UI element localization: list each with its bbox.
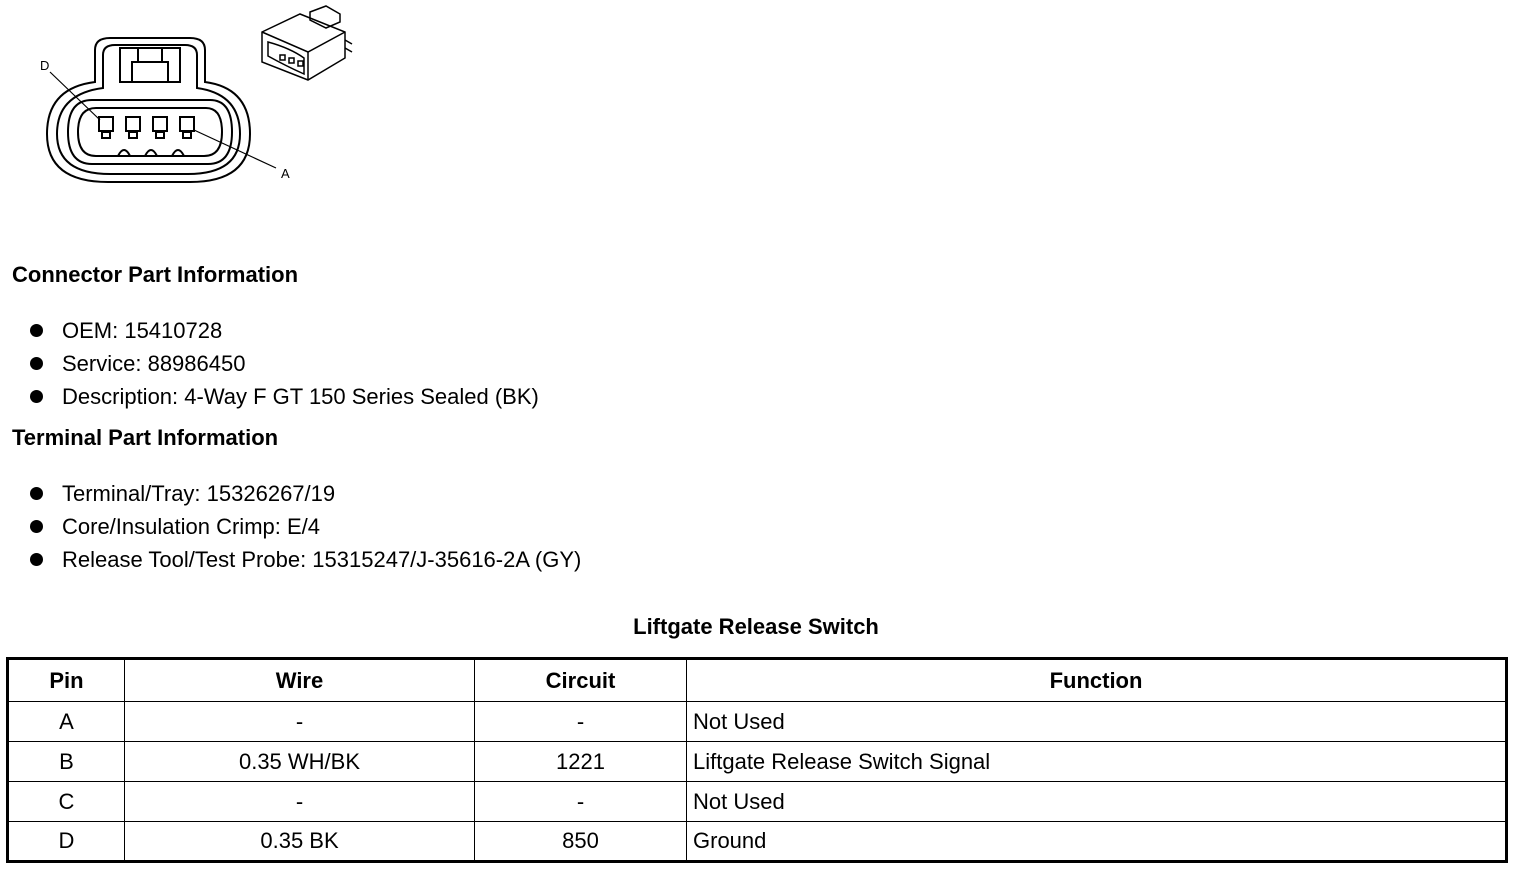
- cell-wire: 0.35 WH/BK: [125, 742, 475, 782]
- cell-function: Not Used: [687, 782, 1507, 822]
- connector-diagram: [0, 0, 380, 200]
- cell-circuit: 850: [475, 822, 687, 862]
- cell-circuit: -: [475, 782, 687, 822]
- cell-circuit: -: [475, 702, 687, 742]
- connector-info-title: Connector Part Information: [12, 262, 299, 287]
- list-item: OEM: 15410728: [28, 318, 539, 351]
- list-item: Description: 4-Way F GT 150 Series Sealed (BK): [28, 384, 539, 417]
- table-row: [8, 782, 1507, 822]
- pin-label-d: D: [40, 58, 50, 73]
- table-row: [8, 702, 1507, 742]
- list-item: Terminal/Tray: 15326267/19: [28, 481, 581, 514]
- cell-pin: B: [8, 742, 125, 782]
- bullet-icon: [30, 324, 43, 337]
- list-item: Release Tool/Test Probe: 15315247/J-35616-2A (GY): [28, 547, 581, 580]
- cell-pin: D: [8, 822, 125, 862]
- bullet-icon: [30, 487, 43, 500]
- cell-wire: -: [125, 782, 475, 822]
- pin-label-a: A: [281, 166, 290, 181]
- cell-pin: C: [8, 782, 125, 822]
- list-item: Service: 88986450: [28, 351, 539, 384]
- table-header-row: [8, 659, 1507, 702]
- cell-wire: 0.35 BK: [125, 822, 475, 862]
- cell-pin: A: [8, 702, 125, 742]
- bullet-icon: [30, 520, 43, 533]
- cell-function: Liftgate Release Switch Signal: [687, 742, 1507, 782]
- header-pin: Pin: [8, 659, 125, 702]
- cell-function: Not Used: [687, 702, 1507, 742]
- header-function: Function: [687, 659, 1507, 702]
- table-row: [8, 742, 1507, 782]
- table-row: [8, 822, 1507, 862]
- cell-function: Ground: [687, 822, 1507, 862]
- terminal-info-list: [28, 481, 581, 580]
- bullet-icon: [30, 357, 43, 370]
- connector-info-list: [28, 318, 539, 417]
- cell-wire: -: [125, 702, 475, 742]
- cell-circuit: 1221: [475, 742, 687, 782]
- bullet-icon: [30, 553, 43, 566]
- bullet-icon: [30, 390, 43, 403]
- table-title: Liftgate Release Switch: [633, 614, 879, 639]
- connector-iso-icon: [262, 6, 352, 80]
- terminal-info-title: Terminal Part Information: [12, 425, 279, 450]
- header-wire: Wire: [125, 659, 475, 702]
- pin-table: [6, 657, 1508, 863]
- header-circuit: Circuit: [475, 659, 687, 702]
- list-item: Core/Insulation Crimp: E/4: [28, 514, 581, 547]
